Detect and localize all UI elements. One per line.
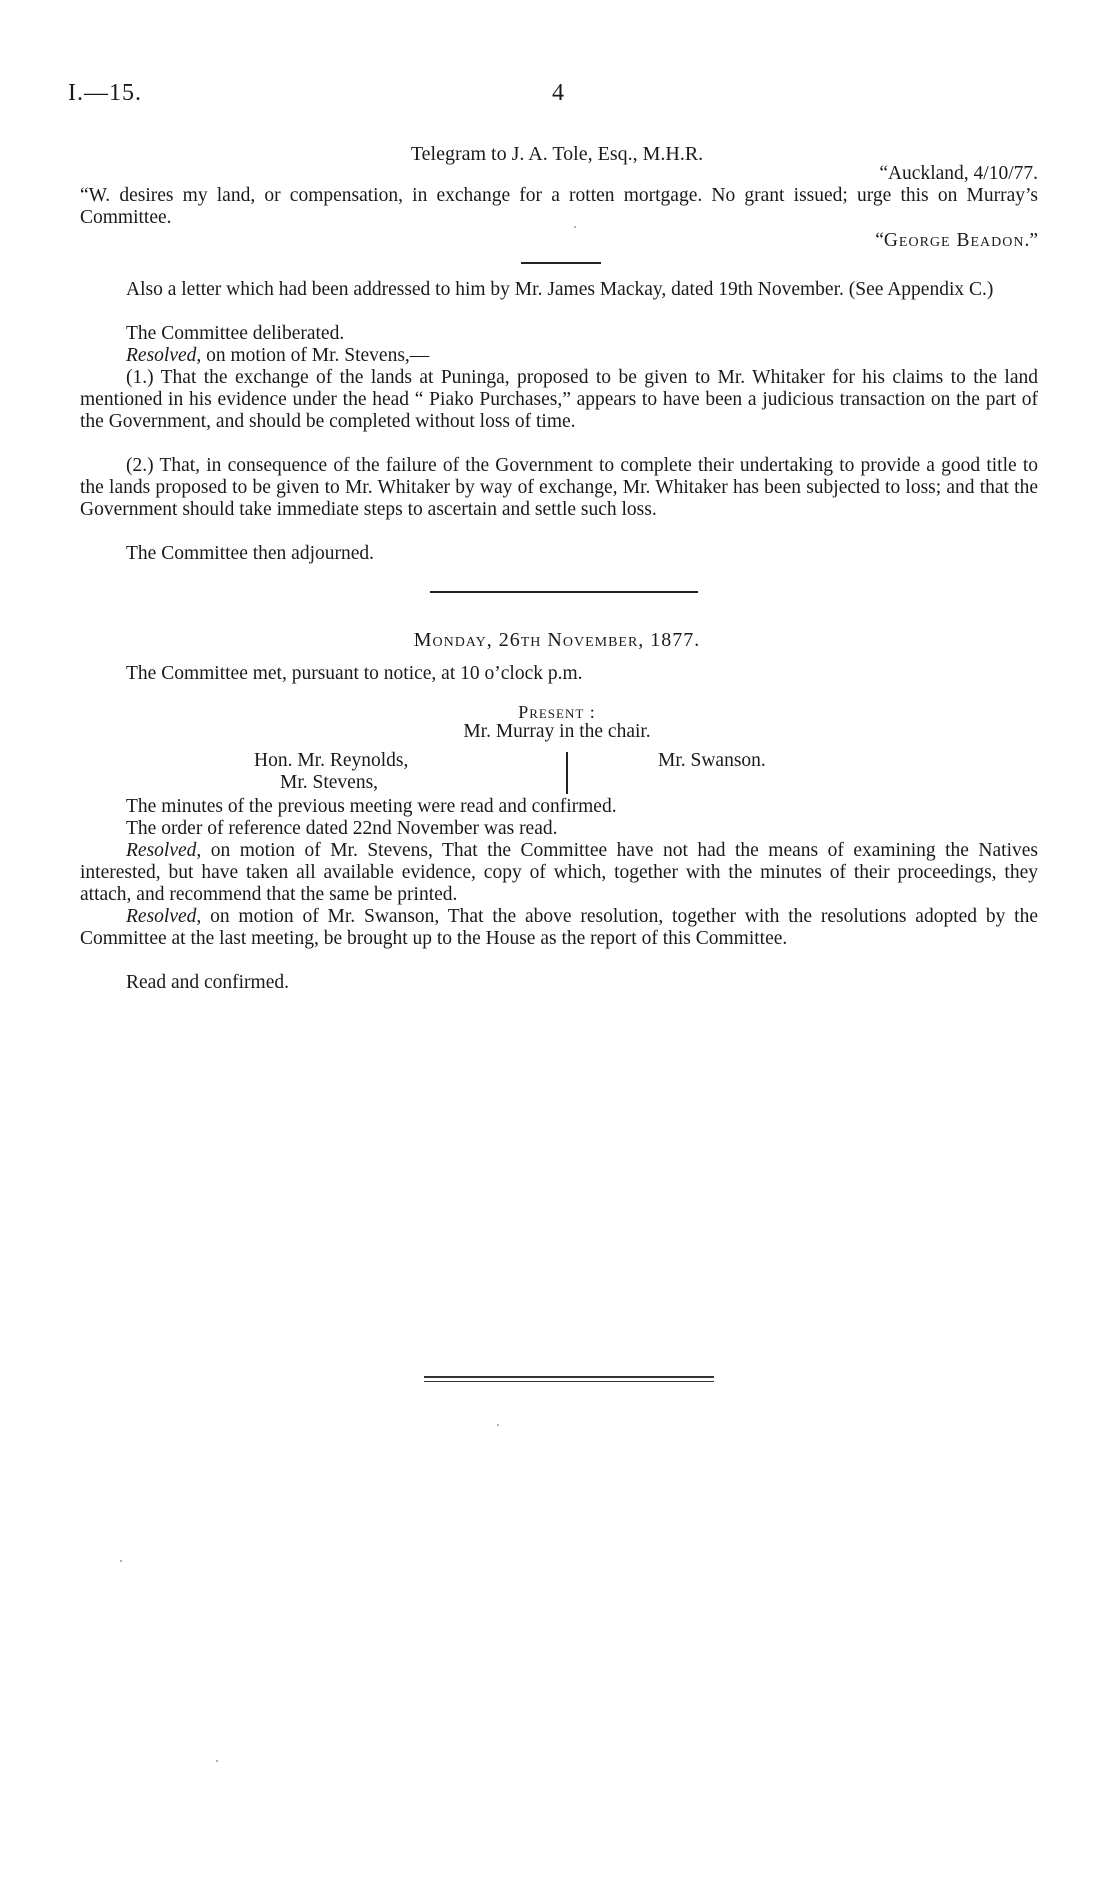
member-name: Mr. Stevens,	[280, 772, 379, 793]
column-divider	[566, 752, 568, 794]
adjourned-line: The Committee then adjourned.	[126, 543, 375, 564]
signature-close-quote: .”	[1024, 230, 1038, 251]
telegram-signature	[875, 230, 1038, 252]
read-confirmed-line: Read and confirmed.	[126, 972, 289, 993]
member-name: Mr. Swanson.	[658, 750, 766, 771]
telegram-heading: Telegram to J. A. Tole, Esq., M.H.R.	[410, 143, 704, 165]
resolution-report-to-house	[80, 906, 1038, 950]
resolved-line	[80, 345, 1038, 367]
letter-note: Also a letter which had been addressed to him by Mr. James Mackay, dated 19th November. (See Appendix C.)	[126, 279, 994, 300]
resolved-label: Resolved	[126, 906, 197, 927]
date-heading: Monday, 26th November, 1877.	[413, 629, 701, 651]
telegram-body: “W. desires my land, or compensation, in exchange for a rotten mortgage. No grant issued; urge this on Murray’s Committee.	[80, 185, 1038, 228]
minutes-read-line: The minutes of the previous meeting were read and confirmed.	[126, 796, 617, 817]
met-line: The Committee met, pursuant to notice, at 10 o’clock p.m.	[126, 663, 583, 684]
chair-line: Mr. Murray in the chair.	[463, 721, 651, 742]
present-label: Present :	[518, 702, 596, 722]
section-divider	[430, 591, 698, 593]
resolution-examining-natives	[80, 840, 1038, 906]
document-reference: I.—15.	[68, 80, 142, 106]
resolved-text: , on motion of Mr. Swanson, That the above resolution, together with the resolutions adopted by the Committee at the last meeting, be brought up to the House as the report of this Committee.	[80, 906, 1038, 949]
present-right-column	[658, 750, 766, 772]
scan-speck	[216, 1760, 218, 1762]
deliberated-line: The Committee deliberated.	[126, 323, 345, 344]
resolved-label: Resolved	[126, 840, 197, 861]
present-left-column	[254, 750, 408, 794]
resolved-text: , on motion of Mr. Stevens,—	[196, 345, 430, 366]
signature-open-quote: “	[875, 230, 884, 251]
telegram-dateline: “Auckland, 4/10/77.	[879, 163, 1038, 184]
page-number: 4	[552, 80, 564, 106]
closing-double-rule	[424, 1376, 714, 1385]
order-read-line: The order of reference dated 22nd November was read.	[126, 818, 558, 839]
scan-speck	[497, 1424, 499, 1426]
member-name: Hon. Mr. Reynolds,	[254, 750, 409, 771]
signature-name: George Beadon	[883, 230, 1025, 251]
resolved-text: , on motion of Mr. Stevens, That the Committee have not had the means of examining the Natives interested, but have taken all available evidence, copy of which, together with the minutes of their proceedings, they attach, and recommend that the same be printed.	[80, 840, 1038, 905]
scan-speck	[120, 1560, 122, 1562]
short-divider	[521, 262, 601, 264]
scan-speck	[574, 226, 576, 228]
resolved-label: Resolved	[126, 345, 197, 366]
resolution-2: (2.) That, in consequence of the failure of the Government to complete their undertaking to provide a good title to the lands proposed to be given to Mr. Whitaker by way of exchange, Mr. Whitaker has been subjected to loss; and that the Government should take immediate steps to ascertain and settle such loss.	[80, 455, 1038, 520]
resolution-1: (1.) That the exchange of the lands at Puninga, proposed to be given to Mr. Whitaker for his claims to the land mentioned in his evidence under the head “ Piako Purchases,” appears to have been a judicious transaction on the part of the Government, and should be completed without loss of time.	[80, 367, 1038, 432]
